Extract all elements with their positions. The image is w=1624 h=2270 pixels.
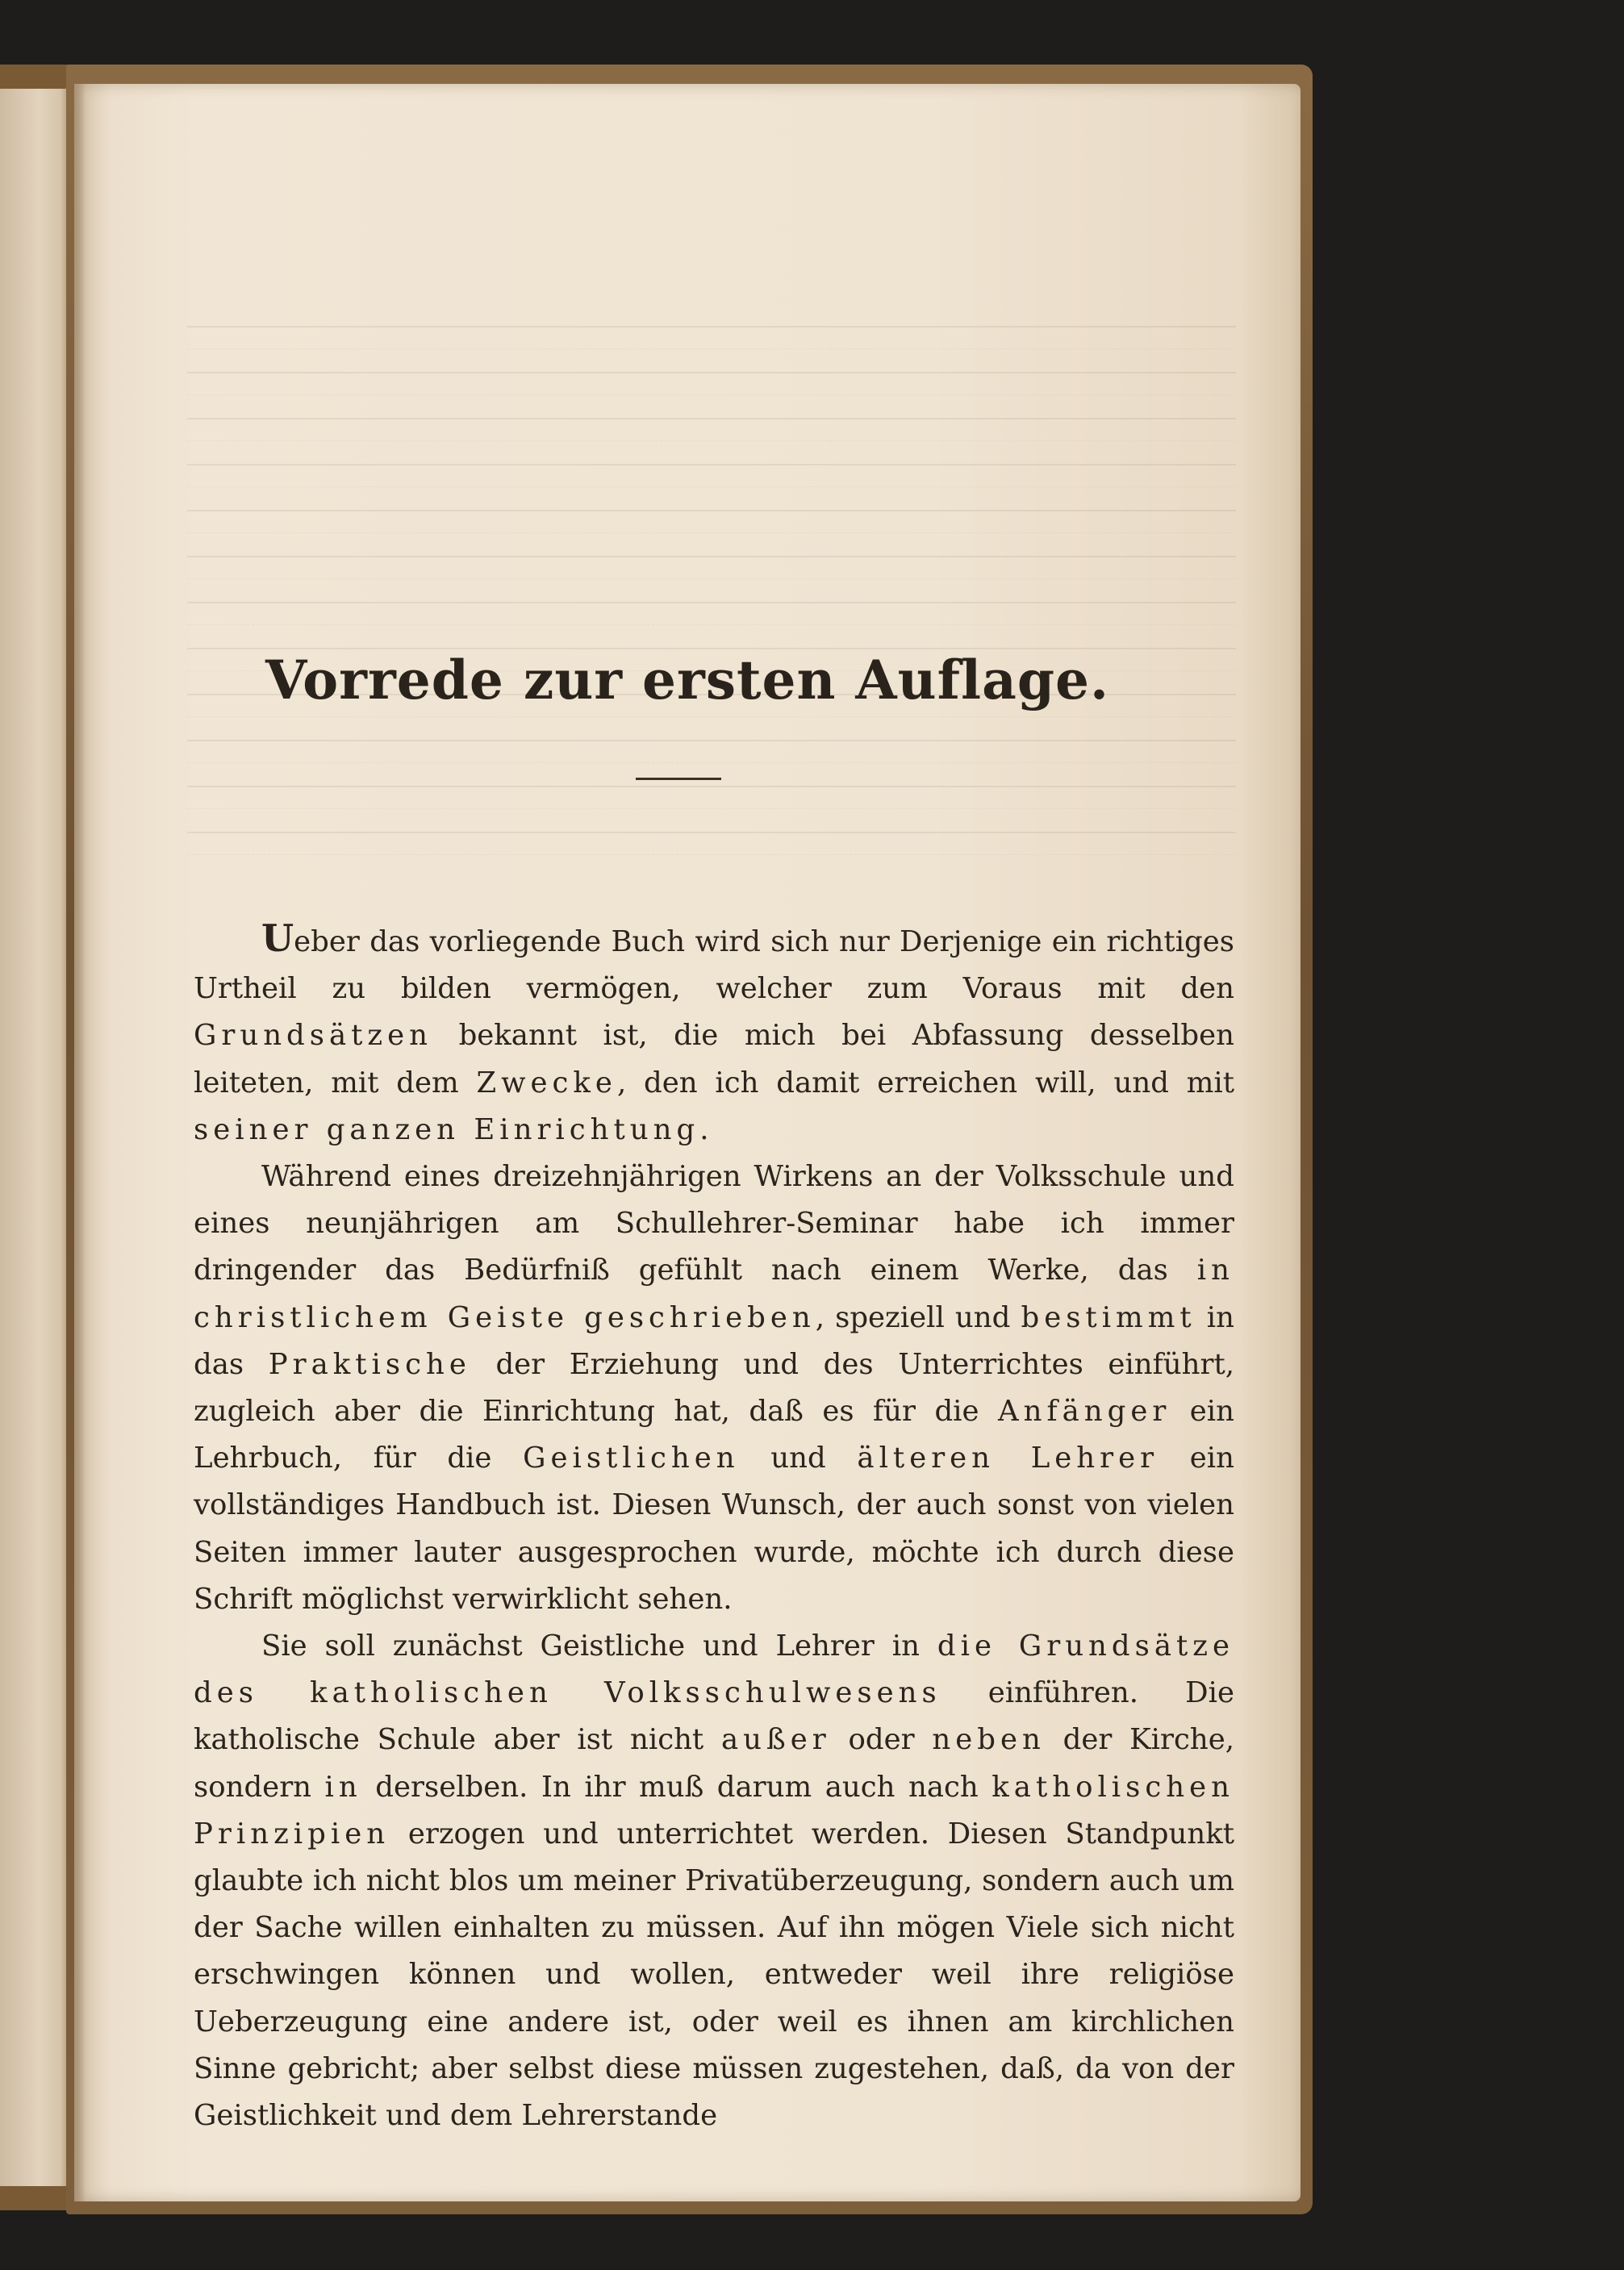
emphasized-text: älteren Lehrer — [857, 1442, 1159, 1475]
page-title: Vorrede zur ersten Auflage. — [265, 649, 1109, 711]
emphasized-text: seiner ganzen Einrichtung — [194, 1112, 700, 1146]
text-segment: und — [739, 1442, 858, 1475]
text-segment: erzogen und unterrichtet werden. Diesen Standpunkt glaubte ich nicht blos um meiner Privatüberzeugung, sondern auch um der Sache willen einhalten zu müssen. Auf ihn mögen Viele sich nicht erschwingen können und wollen, entweder weil ihre religiöse Ueberzeugung eine andere ist, oder weil es ihnen am kirchlichen Sinne gebricht; aber selbst diese müssen zugestehen, daß, da von der Geistlichkeit und dem Lehrerstande — [194, 1817, 1234, 2133]
text-segment: derselben. In ihr muß darum auch nach — [361, 1770, 992, 1804]
emphasized-text: bestimmt — [1021, 1300, 1196, 1334]
text-segment: oder — [830, 1723, 933, 1757]
text-segment: ein vollständiges Handbuch ist. Diesen Wunsch, der auch sonst von vielen Seiten immer lauter ausgesprochen wurde, möchte ich durch diese Schrift möglichst verwirklicht sehen. — [194, 1442, 1234, 1616]
emphasized-text: Zwecke — [476, 1066, 617, 1100]
text-segment: in das — [194, 1300, 1234, 1381]
emphasized-text: Praktische — [268, 1347, 471, 1381]
emphasized-text: Anfänger — [997, 1395, 1171, 1429]
emphasized-text: außer — [720, 1723, 831, 1757]
title-rule — [636, 778, 721, 780]
paragraph-2 — [194, 1154, 1234, 1623]
previous-page-edge — [0, 89, 71, 2186]
emphasized-text: Geistlichen — [523, 1442, 740, 1475]
text-segment: ein Lehrbuch, für die — [194, 1395, 1234, 1475]
text-segment: , den ich damit erreichen will, und mit — [616, 1066, 1234, 1100]
text-segment: der Erziehung und des Unterrichtes einführt, zugleich aber die Einrichtung hat, daß es für die — [194, 1347, 1234, 1429]
page-gutter-shadow — [74, 84, 86, 2201]
text-segment: , speziell und — [815, 1300, 1021, 1334]
text-segment: einführen. Die katholische Schule aber ist nicht — [194, 1676, 1234, 1757]
emphasized-text: die Grundsätze des katholischen Volksschulwesens — [194, 1629, 1235, 1710]
emphasized-text: in christlichem Geiste geschrieben — [194, 1254, 1234, 1334]
text-segment: Während eines dreizehnjährigen Wirkens an der Volksschule und eines neunjährigen am Schullehrer-Seminar habe ich immer dringender das Bedürfniß gefühlt nach einem Werke, das — [194, 1160, 1234, 1287]
text-segment: eber das vorliegende Buch wird sich nur Derjenige ein richtiges Urtheil zu bilden vermögen, welcher zum Voraus mit den — [194, 925, 1234, 1006]
body-text — [194, 915, 1234, 2139]
text-segment: . — [699, 1112, 709, 1146]
emphasized-text: neben — [932, 1723, 1046, 1757]
paragraph-1 — [194, 915, 1234, 1154]
text-segment: Sie soll zunächst Geistliche und Lehrer in — [261, 1629, 937, 1663]
text-segment: der Kirche, sondern — [194, 1723, 1234, 1804]
book-page — [74, 84, 1300, 2201]
paragraph-3 — [194, 1623, 1234, 2139]
emphasized-text: Grundsätzen — [194, 1019, 433, 1053]
drop-cap: U — [261, 916, 294, 960]
emphasized-text: in — [324, 1770, 362, 1804]
text-segment: bekannt ist, die mich bei Abfassung desselben leiteten, mit dem — [194, 1019, 1234, 1100]
emphasized-text: katholischen Prinzipien — [194, 1770, 1234, 1851]
